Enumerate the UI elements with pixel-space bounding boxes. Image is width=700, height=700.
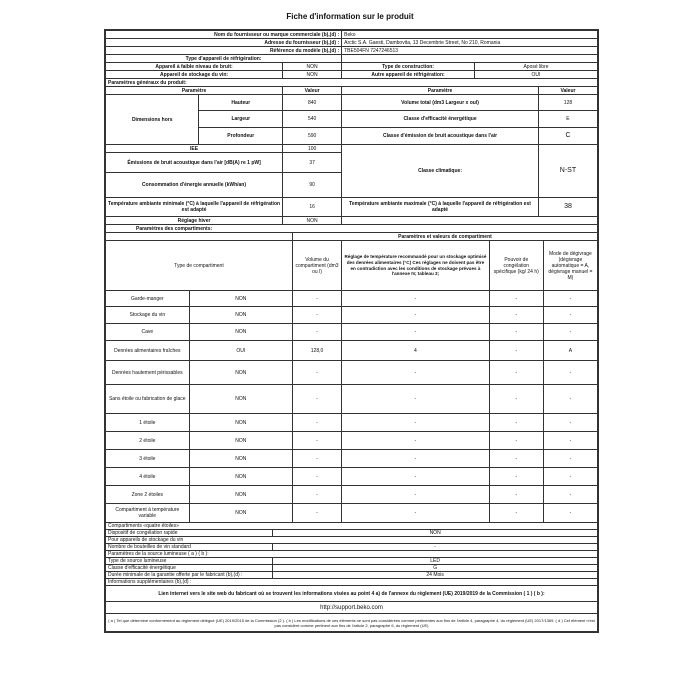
compartment-freezing: -	[489, 468, 543, 486]
wine-bottles-value: -	[273, 544, 598, 551]
col-compartment-type: Type de compartiment	[106, 241, 293, 291]
total-volume-label: Volume total (dm3 Largeur x oul)	[342, 95, 539, 111]
compartment-freezing: -	[489, 486, 543, 504]
compartment-temperature: -	[342, 450, 490, 468]
compartment-temperature: -	[342, 361, 490, 385]
max-temperature-value: 38	[538, 198, 597, 217]
model-reference-label: Référence du modèle (b),(d) :	[106, 47, 342, 55]
energy-consumption-label: Consommation d'énergie annuelle (kWh/an)	[106, 173, 283, 198]
additional-info-table	[105, 522, 598, 632]
compartment-name: Compartiment à température variable	[106, 504, 190, 523]
iee-label: IEE	[106, 145, 283, 153]
min-temperature-value: 16	[283, 198, 342, 217]
compartment-name: 3 étoile	[106, 450, 190, 468]
col-header-value: Valeur	[283, 87, 342, 95]
table-row	[106, 341, 598, 361]
supplier-name-value: Beko	[342, 31, 598, 39]
table-row	[106, 291, 598, 307]
compartment-name: Sans étoile ou fabrication de glace	[106, 385, 190, 414]
other-appliance-value: OUI	[474, 71, 597, 79]
table-row	[106, 486, 598, 504]
noise-class-label: Classe d'émission de bruit acoustique dans l'air	[342, 128, 539, 145]
other-appliance-label: Autre appareil de réfrigération:	[342, 71, 475, 79]
noise-emission-label: Émissions de bruit acoustique dans l'air [dB(A) re 1 pW]	[106, 153, 283, 173]
compartment-name: 1 étoile	[106, 414, 190, 432]
general-parameters-header: Paramètres généraux du produit:	[106, 79, 598, 87]
compartment-volume: -	[292, 414, 341, 432]
compartment-present: NON	[189, 468, 292, 486]
manufacturer-link-text: Lien internet vers le site web du fabricant où se trouvent les informations visées au point 4 a) de l'annexe du règlement (UE) 2019/2019 de la Commission ( 1 ) ( b ):	[106, 586, 598, 602]
wine-storage-value: NON	[283, 71, 342, 79]
compartment-present: NON	[189, 307, 292, 324]
compartment-defrost: -	[543, 385, 597, 414]
light-energy-class-value: G	[273, 565, 598, 572]
compartment-name: Zone 2 étoiles	[106, 486, 190, 504]
climate-class-label: Classe climatique:	[342, 145, 539, 198]
compartment-defrost: -	[543, 486, 597, 504]
compartment-defrost: A	[543, 341, 597, 361]
compartment-defrost: -	[543, 468, 597, 486]
light-source-header: Paramètres de la source lumineuse ( a ) ( b ):	[106, 551, 598, 558]
energy-class-label: Classe d'efficacité énergétique	[342, 111, 539, 128]
compartment-temperature: 4	[342, 341, 490, 361]
compartment-temperature: -	[342, 468, 490, 486]
compartment-volume: -	[292, 450, 341, 468]
compartment-freezing: -	[489, 432, 543, 450]
compartment-volume: -	[292, 432, 341, 450]
table-row	[106, 504, 598, 523]
compartment-defrost: -	[543, 291, 597, 307]
compartment-present: NON	[189, 486, 292, 504]
compartment-present: NON	[189, 291, 292, 307]
compartment-temperature: -	[342, 324, 490, 341]
model-reference-value: TBE504FN 7247246513	[342, 47, 598, 55]
dimensions-label: Dimensions hors	[106, 95, 199, 145]
compartment-defrost: -	[543, 414, 597, 432]
table-row	[106, 385, 598, 414]
compartment-volume: -	[292, 307, 341, 324]
compartment-temperature: -	[342, 414, 490, 432]
noise-class-value: C	[538, 128, 597, 145]
compartment-defrost: -	[543, 432, 597, 450]
document-title: Fiche d'information sur le produit	[286, 12, 414, 21]
compartment-present: OUI	[189, 341, 292, 361]
supplier-address-value: Arctic S.A. Gaesti, Dambovita, 13 Decembrie Street, No 210, Romania	[342, 39, 598, 47]
width-label: Largeur	[199, 111, 283, 128]
depth-label: Profondeur	[199, 128, 283, 145]
height-label: Hauteur	[199, 95, 283, 111]
compartment-freezing: -	[489, 450, 543, 468]
noise-emission-value: 37	[283, 153, 342, 173]
compartment-freezing: -	[489, 341, 543, 361]
compartment-freezing: -	[489, 414, 543, 432]
supplier-table	[105, 30, 598, 79]
depth-value: 590	[283, 128, 342, 145]
extra-info-label: Informations supplémentaires (b),(d) :	[106, 579, 598, 586]
compartments-subheader: Paramètres et valeurs de compartiment	[292, 233, 597, 241]
low-noise-value: NON	[283, 63, 342, 71]
width-value: 540	[283, 111, 342, 128]
compartment-present: NON	[189, 450, 292, 468]
footnote: ( a ) Tel que déterminé conformément au règlement délégué (UE) 2019/2015 de la Commission (2 ). ( b ) Les modifications de ces éléments ne sont pas considérées comme pertinentes aux fins de l'article 4, paragraphe 4, du règlement (UE) 2017/1369. ( d ) Cet élément n'est pas considéré comme pertinent aux fins de l'article 2, paragraphe 6, du règlement (UE)	[106, 614, 598, 632]
compartment-present: NON	[189, 361, 292, 385]
col-defrost-mode: Mode de dégivrage (dégivrage automatique = A, dégivrage manuel = M)	[543, 241, 597, 291]
construction-type-value: Aposé libre	[474, 63, 597, 71]
table-row	[106, 414, 598, 432]
iee-value: 100	[283, 145, 342, 153]
light-source-type-label: Type de source lumineuse	[106, 558, 273, 565]
table-row	[106, 324, 598, 341]
four-star-header: Compartiments «quatre étoiles»	[106, 523, 598, 530]
compartment-present: NON	[189, 504, 292, 523]
appliance-type-header: Type d'appareil de réfrigération:	[106, 55, 342, 63]
winter-setting-label: Réglage hiver	[106, 217, 283, 225]
compartment-present: NON	[189, 385, 292, 414]
col-header-parameter: Paramètre	[106, 87, 283, 95]
compartments-header: Paramètres des compartiments:	[106, 225, 598, 233]
compartment-present: NON	[189, 414, 292, 432]
compartment-freezing: -	[489, 504, 543, 523]
compartment-name: 2 étoile	[106, 432, 190, 450]
supplier-address-label: Adresse du fournisseur (b),(d) :	[106, 39, 342, 47]
compartment-name: Cave	[106, 324, 190, 341]
support-url-link[interactable]: http://support.beko.com	[106, 602, 598, 614]
product-information-sheet	[104, 29, 599, 633]
max-temperature-label: Température ambiante maximale (°C) à laquelle l'appareil de réfrigération est adapté	[342, 198, 539, 217]
compartment-defrost: -	[543, 361, 597, 385]
compartment-defrost: -	[543, 307, 597, 324]
compartment-temperature: -	[342, 307, 490, 324]
climate-class-value: N-ST	[538, 145, 597, 198]
min-temperature-label: Température ambiante minimale (°C) à laquelle l'appareil de réfrigération est adapté	[106, 198, 283, 217]
table-row	[106, 450, 598, 468]
compartment-temperature: -	[342, 486, 490, 504]
total-volume-value: 128	[538, 95, 597, 111]
col-compartment-volume: Volume du compartiment (dm3 ou l)	[292, 241, 341, 291]
wine-bottles-label: Nombre de bouteilles de vin standard	[106, 544, 273, 551]
compartment-present: NON	[189, 432, 292, 450]
construction-type-label: Type de construction:	[342, 63, 475, 71]
light-source-type-value: LED	[273, 558, 598, 565]
wine-storage-label: Appareil de stockage du vin:	[106, 71, 283, 79]
table-row	[106, 468, 598, 486]
energy-consumption-value: 90	[283, 173, 342, 198]
height-value: 840	[283, 95, 342, 111]
quick-freeze-label: Dispositif de congélation rapide	[106, 530, 273, 537]
compartment-name: Denrées hautement périssables	[106, 361, 190, 385]
compartment-temperature: -	[342, 291, 490, 307]
compartment-name: 4 étoile	[106, 468, 190, 486]
compartment-defrost: -	[543, 324, 597, 341]
compartment-defrost: -	[543, 504, 597, 523]
compartment-freezing: -	[489, 307, 543, 324]
wine-storage-header: Pour appareils de stockage du vin	[106, 537, 598, 544]
table-row	[106, 432, 598, 450]
quick-freeze-value: NON	[273, 530, 598, 537]
compartment-volume: -	[292, 361, 341, 385]
energy-class-value: E	[538, 111, 597, 128]
table-row	[106, 361, 598, 385]
col-recommended-temperature: Réglage de température recommandé pour un stockage optimisé des denrées alimentaires (°C) Ces réglages ne doivent pas être en contradiction avec les conditions de stockage prévues à l'annexe IV, tableau 3;	[342, 241, 490, 291]
compartment-freezing: -	[489, 385, 543, 414]
table-row	[106, 307, 598, 324]
compartment-volume: -	[292, 468, 341, 486]
compartment-volume: 128,0	[292, 341, 341, 361]
col-freezing-capacity: Pouvoir de congélation spécifique (kg/ 24 h)	[489, 241, 543, 291]
compartments-table	[105, 224, 598, 523]
compartment-name: Stockage du vin	[106, 307, 190, 324]
col-header-parameter-2: Paramètre	[342, 87, 539, 95]
compartment-temperature: -	[342, 385, 490, 414]
compartment-freezing: -	[489, 361, 543, 385]
compartment-freezing: -	[489, 291, 543, 307]
compartment-temperature: -	[342, 432, 490, 450]
general-parameters-table	[105, 78, 598, 225]
compartment-present: NON	[189, 324, 292, 341]
low-noise-label: Appareil à faible niveau de bruit:	[106, 63, 283, 71]
winter-setting-value: NON	[283, 217, 342, 225]
warranty-value: 24 Mois	[273, 572, 598, 579]
compartment-volume: -	[292, 385, 341, 414]
compartment-volume: -	[292, 291, 341, 307]
compartment-name: Garde-manger	[106, 291, 190, 307]
light-energy-class-label: Classe d'efficacité énergétique	[106, 565, 273, 572]
compartment-defrost: -	[543, 450, 597, 468]
compartment-volume: -	[292, 486, 341, 504]
compartment-name: Denrées alimentaires fraîches	[106, 341, 190, 361]
col-header-value-2: Valeur	[538, 87, 597, 95]
compartment-volume: -	[292, 324, 341, 341]
compartment-volume: -	[292, 504, 341, 523]
compartment-freezing: -	[489, 324, 543, 341]
warranty-label: Durée minimale de la garantie offerte par le fabricant (b),(d) :	[106, 572, 273, 579]
compartment-temperature: -	[342, 504, 490, 523]
supplier-name-label: Nom du fournisseur ou marque commerciale (b),(d) :	[106, 31, 342, 39]
